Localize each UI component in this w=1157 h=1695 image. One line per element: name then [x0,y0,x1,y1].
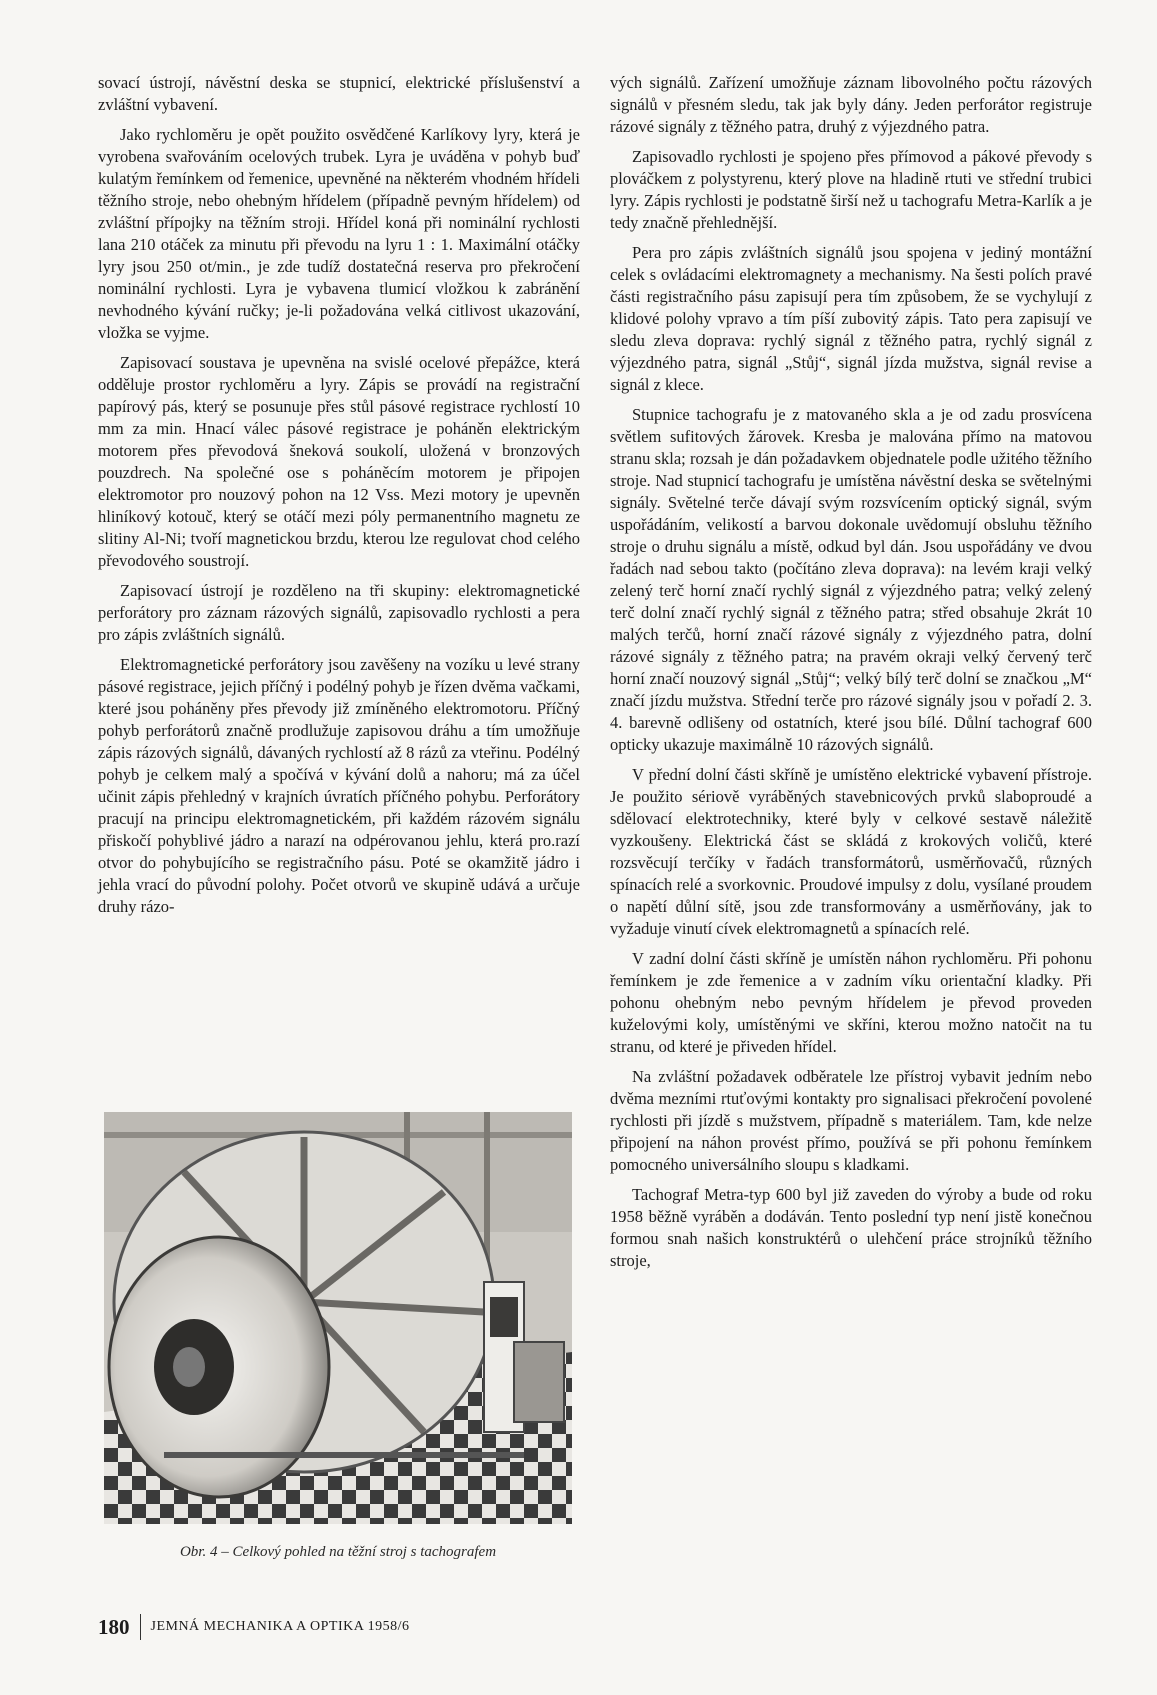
journal-title: JEMNÁ MECHANIKA A OPTIKA 1958/6 [150,1619,410,1634]
paragraph: Pera pro zápis zvláštních signálů jsou spojena v jediný montážní celek s ovládacími elektromagnety a mechanismy. Na šesti polích pravé části registračního pásu zapisují pera tím způsobem, že se vychylují z klidové polohy vpravo a tím píší zubovitý zápis. Tato pera zapisují ve sledu zleva doprava: rychlý signál z těžného patra, rychlý signál z výjezdného patra, signál „Stůj“, signál jízda mužstva, signál revise a signál z klece. [610,243,1092,394]
paragraph: Zapisovací soustava je upevněna na svislé ocelové přepážce, která odděluje prostor rychloměru a lyry. Zápis se provádí na registrační papírový pás, který se posunuje přes stůl pásové registrace rychlostí 10 mm za min. Hnací válec pásové registrace je poháněn elektrickým motorem přes převodová šneková soukolí, uložená v bronzových pouzdrech. Na společné ose s poháněcím motorem je připojen elektromotor pro nouzový pohon na 12 Vss. Mezi motory je upevněn hliníkový kotouč, který se otáčí mezi póly permanentního magnetu ze slitiny Al-Ni; tvoří magnetickou brzdu, kterou lze regulovat chod celého převodového soustrojí. [98,353,580,570]
paragraph: Elektromagnetické perforátory jsou zavěšeny na vozíku u levé strany pásové registrace, jejich příčný i podélný pohyb je řízen dvěma vačkami, které jsou poháněny přes převody již zmíněného elektromotoru. Příčný pohyb perforátorů značně prodlužuje zapisovou dráhu a tím umožňuje zápis rázových signálů, dávaných rychlostí až 8 rázů za vteřinu. Podélný pohyb je celkem malý a spočívá v kývání dolů a nahoru; má za účel učinit zápis přehledný v krajních úvratích příčného pohybu. Perforátory pracují na principu elektromagnetickém, při každém rázovém signálu přiskočí pohyblivé jádro a narazí na odpérovanou jehlu, která pro.razí otvor do pohybujícího se registračního pásu. Poté se okamžitě jádro i jehla vrací do původní polohy. Počet otvorů ve skupině udává a určuje druhy rázo- [98,655,580,916]
paragraph: Jako rychloměru je opět použito osvědčené Karlíkovy lyry, která je vyrobena svařováním ocelových trubek. Lyra je uváděna v pohyb buď kulatým řemínkem od řemenice, upevněné na některém vhodném hřídeli těžního stroje, nebo ohebným hřídelem (případně pevným hřídelem) od zvláštní přípojky na těžním stroji. Hřídel koná při nominální rychlosti lana 210 otáček za minutu při převodu na lyru 1 : 1. Maximální otáčky lyry jsou 250 ot/min., je zde tudíž dostatečná reserva pro překročení nominální rychlosti. Lyra je vybavena tlumicí vložkou k zabránění nevhodného kývání ručky; je-li požadována velká citlivost ukazování, vložka se vyjme. [98,125,580,342]
figure-caption: Obr. 4 – Celkový pohled na těžní stroj s tachografem [179,1544,497,1560]
paragraph: V přední dolní části skříně je umístěno elektrické vybavení přístroje. Je použito sériově vyráběných stavebnicových prvků slaboproudé a sdělovací elektrotechniky, které byly v celkové sestavě náležitě vyzkoušeny. Elektrická část se skládá z krokových voličů, které rozsvěcují terčíky v řadách transformátorů, usměrňovačů, různých spínacích relé a svorkovnic. Proudové impulsy z dolu, vysílané proudem o napětí důlní sítě, jsou zde transformovány a usměrňovány, jak to vyžaduje vinutí cívek elektromagnetů a spínacích relé. [610,765,1092,938]
paragraph: Stupnice tachografu je z matovaného skla a je od zadu prosvícena světlem sufitových žárovek. Kresba je malována přímo na matovou stranu skla; rozsah je dán požadavkem objednatele podle užitého těžního stroje. Nad stupnicí tachografu je umístěna návěstní deska se světelnými signály. Světelné terče dávají svým rozsvícením optický signál, svým uspořádáním, velikostí a barvou dokonale uvědomují obsluhu těžního stroje o druhu signálu a místě, odkud byl dán. Jsou uspořádány ve dvou řadách nad sebou takto (počítáno zleva doprava): na levém kraji velký zelený terč horní značí rychlý signál z výjezdného patra; velký zelený terč dolní značí rychlý signál z těžného patra; střed obsahuje 2krát 10 malých terčů, horní značí rázové signály z výjezdného patra, dolní rázové signály z těžného patra; na pravém okraji velký červený terč horní značí nouzový signál „Stůj“; velký bílý terč dolní se značkou „M“ značí jízdu mužstva. Střední terče pro rázové signály jsou v pořadí 2. 3. 4. barevně odlišeny od ostatních, které jsou bílé. Důlní tachograf 600 opticky ukazuje maximálně 10 rázových signálů. [610,405,1092,754]
paragraph: Tachograf Metra-typ 600 byl již zaveden do výroby a bude od roku 1958 běžně vyráběn a dodáván. Tento poslední typ není jistě konečnou formou snah našich konstruktérů o ulehčení práce strojníků těžního stroje, [610,1185,1092,1270]
left-text-column [98,72,580,926]
footer-divider [140,1614,141,1640]
right-text-column [610,72,1092,1280]
page-number: 180 [98,1614,130,1639]
paragraph: Na zvláštní požadavek odběratele lze přístroj vybavit jedním nebo dvěma mezními rtuťovými kontakty pro signalisaci překročení povolené rychlosti při jízdě s mužstvem, případně s materiálem. Tam, kde nelze připojení na náhon provést přímo, používá se při pohonu řemínkem pomocného universálního sloupu s kladkami. [610,1067,1092,1174]
winding-engine-illustration [104,1112,572,1524]
paragraph: V zadní dolní části skříně je umístěn náhon rychloměru. Při pohonu řemínkem je zde řemenice a v zadním víku orientační kladky. Při pohonu ohebným nebo pevným hřídelem je převod proveden kuželovými koly, umístěnými ve skříni, kterou možno natočit na tu stranu, od které je přiveden hřídel. [610,949,1092,1056]
paragraph: Zapisovací ústrojí je rozděleno na tři skupiny: elektromagnetické perforátory pro záznam rázových signálů, zapisovadlo rychlosti a pera pro zápis zvláštních signálů. [98,581,580,644]
paragraph: Zapisovadlo rychlosti je spojeno přes přímovod a pákové převody s plováčkem z polystyrenu, který plove na hladině rtuti ve střední trubici lyry. Zápis rychlosti je podstatně širší než u tachografu Metra-Karlík a je tedy značně přehlednější. [610,147,1092,232]
page-footer [98,1612,409,1642]
winding-engine-photo [104,1112,572,1524]
paragraph: vých signálů. Zařízení umožňuje záznam libovolného počtu rázových signálů v přesném sledu, tak jak byly dány. Jeden perforátor registruje rázové signály z těžného patra, druhý z výjezdného patra. [610,73,1092,136]
paragraph: sovací ústrojí, návěstní deska se stupnicí, elektrické příslušenství a zvláštní vybavení. [98,73,580,114]
